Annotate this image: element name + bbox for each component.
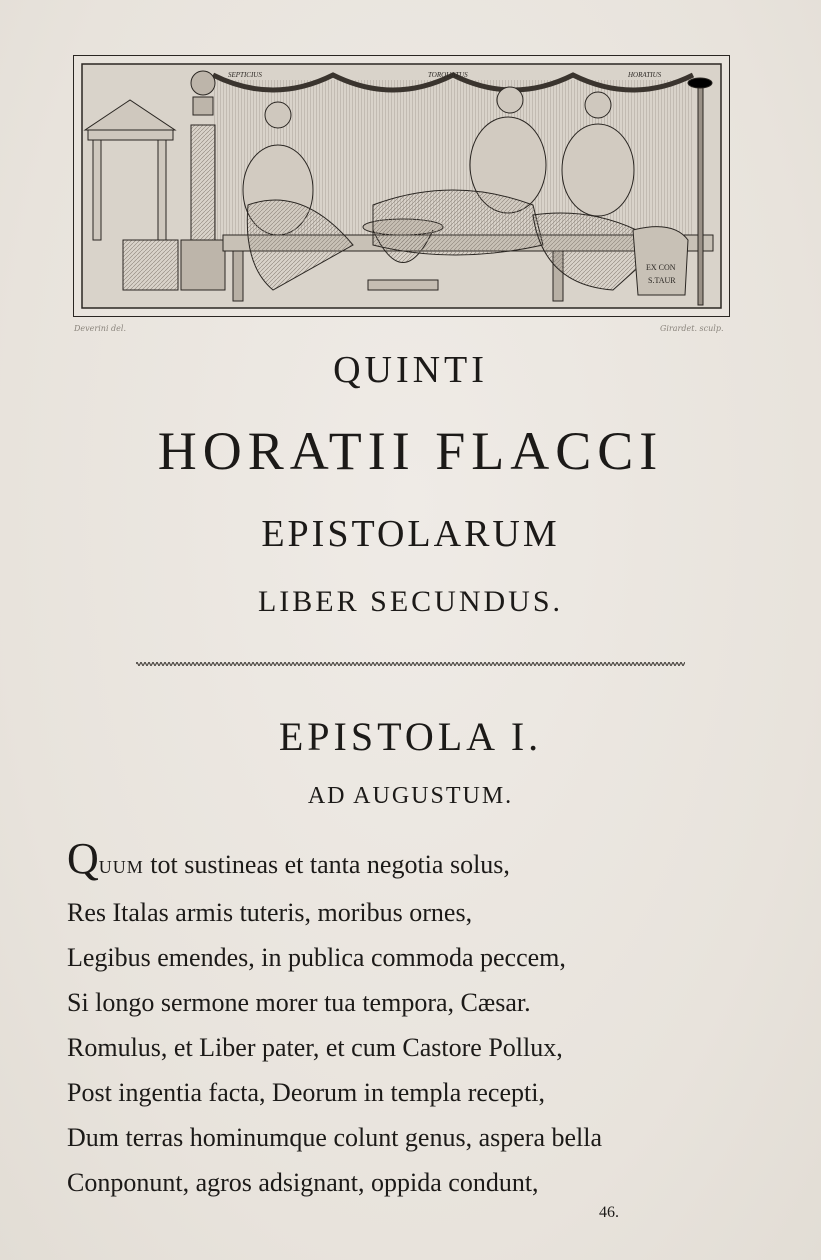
verse-line: Dum terras hominumque colunt genus, aspera bella [67,1123,603,1152]
title-horatii-flacci: HORATII FLACCI [157,421,664,481]
title-epistolarum: EPISTOLARUM [261,513,560,555]
vase-inscription-line2: S.TAUR [648,276,676,285]
drop-cap: Q [67,834,99,883]
verse-line: Romulus, et Liber pater, et cum Castore Pollux, [67,1033,563,1062]
epistle-subheading: AD AUGUSTUM. [307,783,514,809]
verse-line: Legibus emendes, in publica commoda peccem, [67,943,566,972]
page-number: 46. [599,1204,619,1221]
title-quinti: QUINTI [333,349,488,391]
verse-line: Res Italas armis tuteris, moribus ornes, [67,898,473,927]
title-liber-secundus: LIBER SECUNDUS. [257,585,564,618]
verse-line: Conponunt, agros adsignant, oppida condunt, [67,1168,539,1197]
decorative-rule [136,660,685,668]
inscription-horatius: HORATIUS [628,71,662,79]
verse-line: Si longo sermone morer tua tempora, Cæsar. [67,988,531,1017]
engraving-credit-left: Deverini del. [74,324,126,333]
vase-inscription-line1: EX CON [646,263,676,272]
epistle-heading: EPISTOLA I. [278,714,543,759]
inscription-septicius: SEPTICIUS [228,71,262,79]
verse-line-1 [67,834,807,890]
banquet-engraving [73,55,730,317]
engraving-credit-right: Girardet. sculp. [660,324,724,333]
verse-line: Post ingentia facta, Deorum in templa recepti, [67,1078,545,1107]
verse-block [67,834,807,1205]
inscription-torquatus: TORQUATUS [428,71,468,79]
verse-line-1-text: tot sustineas et tanta negotia solus, [143,850,510,879]
first-word-smallcaps: UUM [98,857,144,877]
